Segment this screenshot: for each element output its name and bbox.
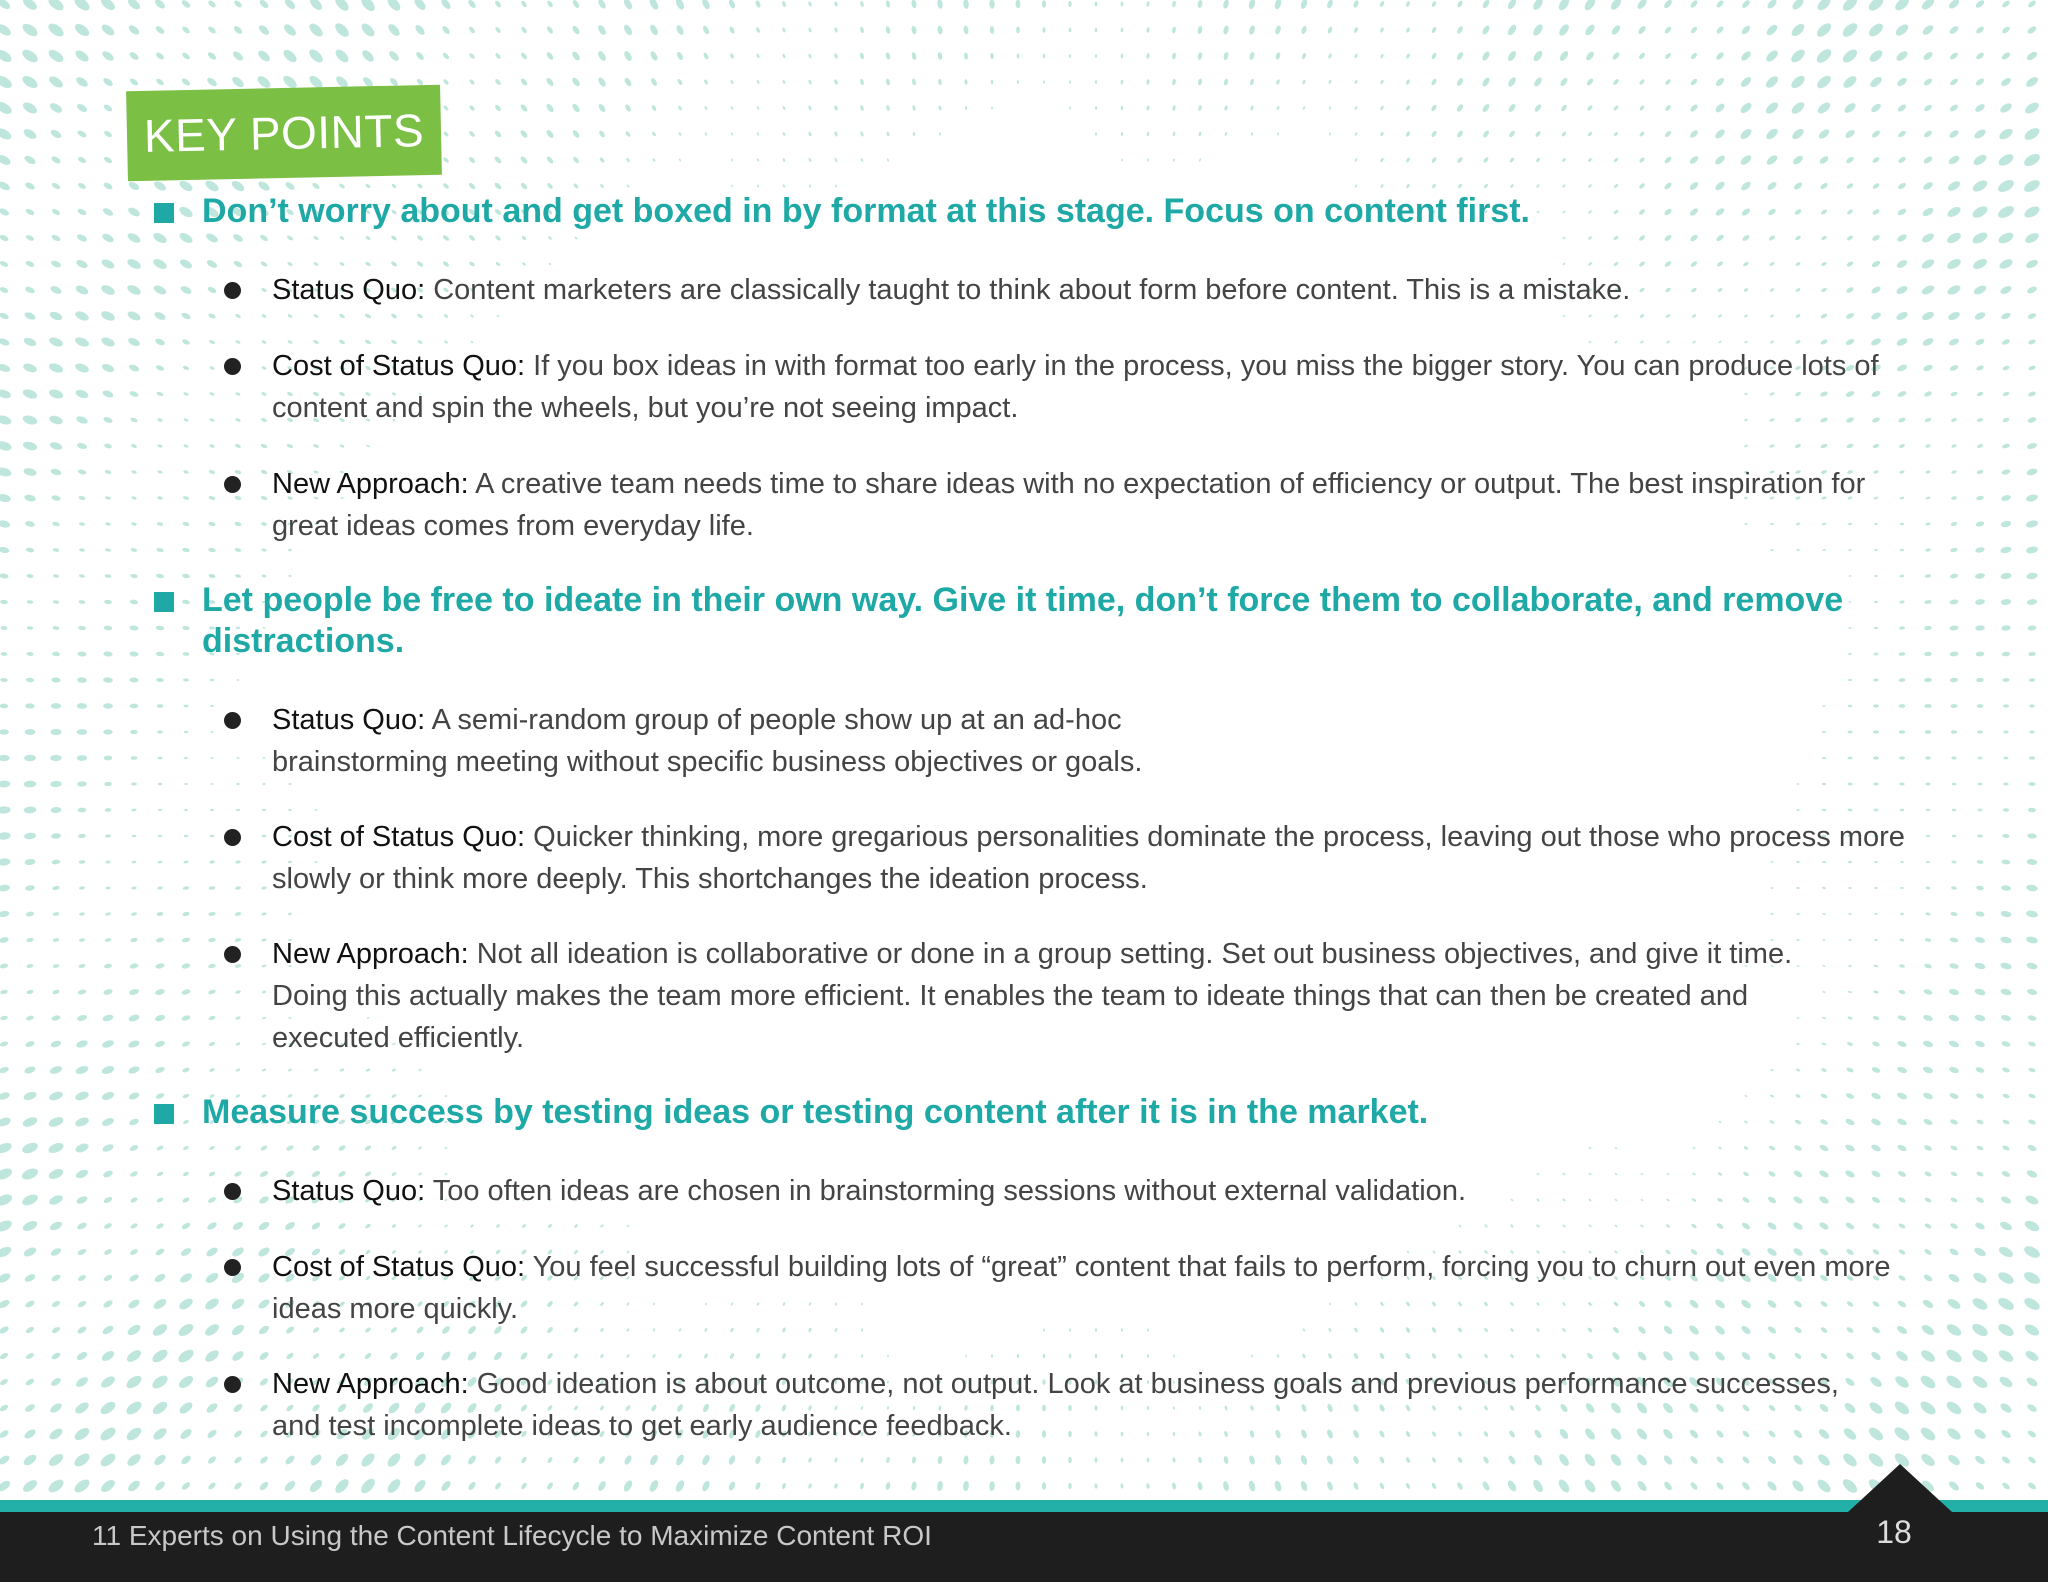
- footer-accent-line: [0, 1500, 2048, 1512]
- item-label: New Approach:: [272, 1368, 469, 1400]
- list-item: [272, 1363, 1882, 1447]
- bullet-icon: [224, 712, 241, 729]
- section-heading-3: Measure success by testing ideas or testing content after it is in the market.: [202, 1093, 1429, 1131]
- item-text: A semi-random group of people show up at an ad-hoc brainstorming meeting without specific business objectives or goals.: [272, 704, 1143, 778]
- heading-square-icon: [154, 203, 174, 223]
- footer-title: 11 Experts on Using the Content Lifecycle to Maximize Content ROI: [92, 1520, 932, 1551]
- bullet-icon: [224, 829, 241, 846]
- section-heading-1: Don’t worry about and get boxed in by format at this stage. Focus on content first.: [202, 192, 1530, 230]
- item-text: Not all ideation is collaborative or done in a group setting. Set out business objectives, and give it time. Doing this actually makes the team more efficient. It enables the team to ideate things that can then be created and executed efficiently.: [272, 938, 1793, 1054]
- bullet-icon: [224, 1376, 241, 1393]
- bullet-icon: [224, 476, 241, 493]
- bullet-icon: [224, 1183, 241, 1200]
- item-label: Status Quo:: [272, 1175, 426, 1207]
- section-heading-2: Let people be free to ideate in their own way. Give it time, don’t force them to collaborate, and remove distractions.: [202, 581, 1844, 660]
- item-label: Cost of Status Quo:: [272, 821, 526, 853]
- list-item: [272, 1170, 1902, 1212]
- heading-square-icon: [154, 592, 174, 612]
- item-text: Content marketers are classically taught to think about form before content. This is a mistake.: [425, 274, 1631, 306]
- list-item: [272, 1246, 1892, 1330]
- item-text: If you box ideas in with format too early in the process, you miss the bigger story. You can produce lots of content and spin the wheels, but you’re not seeing impact.: [272, 350, 1879, 424]
- key-points-badge: [126, 85, 442, 182]
- bullet-icon: [224, 358, 241, 375]
- list-item: [272, 345, 1902, 429]
- footer-tab-triangle: [1848, 1464, 1952, 1512]
- item-label: Status Quo:: [272, 704, 426, 736]
- item-label: New Approach:: [272, 938, 469, 970]
- bullet-icon: [224, 282, 241, 299]
- key-points-label: KEY POINTS: [143, 104, 425, 162]
- page-number: 18: [1876, 1514, 1912, 1550]
- item-text: Quicker thinking, more gregarious personalities dominate the process, leaving out those who process more slowly or think more deeply. This shortchanges the ideation process.: [272, 821, 1905, 895]
- item-text: You feel successful building lots of “great” content that fails to perform, forcing you to churn out even more ideas more quickly.: [272, 1251, 1891, 1325]
- item-label: Status Quo:: [272, 274, 426, 306]
- item-label: Cost of Status Quo:: [272, 350, 526, 382]
- bullet-icon: [224, 1259, 241, 1276]
- list-item: [272, 933, 1872, 1059]
- heading-square-icon: [154, 1104, 174, 1124]
- item-text: A creative team needs time to share ideas with no expectation of efficiency or output. The best inspiration for great ideas comes from everyday life.: [272, 468, 1866, 542]
- list-item: [272, 699, 1272, 783]
- bullet-icon: [224, 946, 241, 963]
- item-text: Too often ideas are chosen in brainstorming sessions without external validation.: [425, 1175, 1466, 1207]
- item-label: Cost of Status Quo:: [272, 1251, 526, 1283]
- list-item: [272, 463, 1902, 547]
- list-item: [272, 816, 1912, 900]
- item-text: Good ideation is about outcome, not output. Look at business goals and previous performance successes, and test incomplete ideas to get early audience feedback.: [272, 1368, 1839, 1442]
- item-label: New Approach:: [272, 468, 469, 500]
- list-item: [272, 269, 1902, 311]
